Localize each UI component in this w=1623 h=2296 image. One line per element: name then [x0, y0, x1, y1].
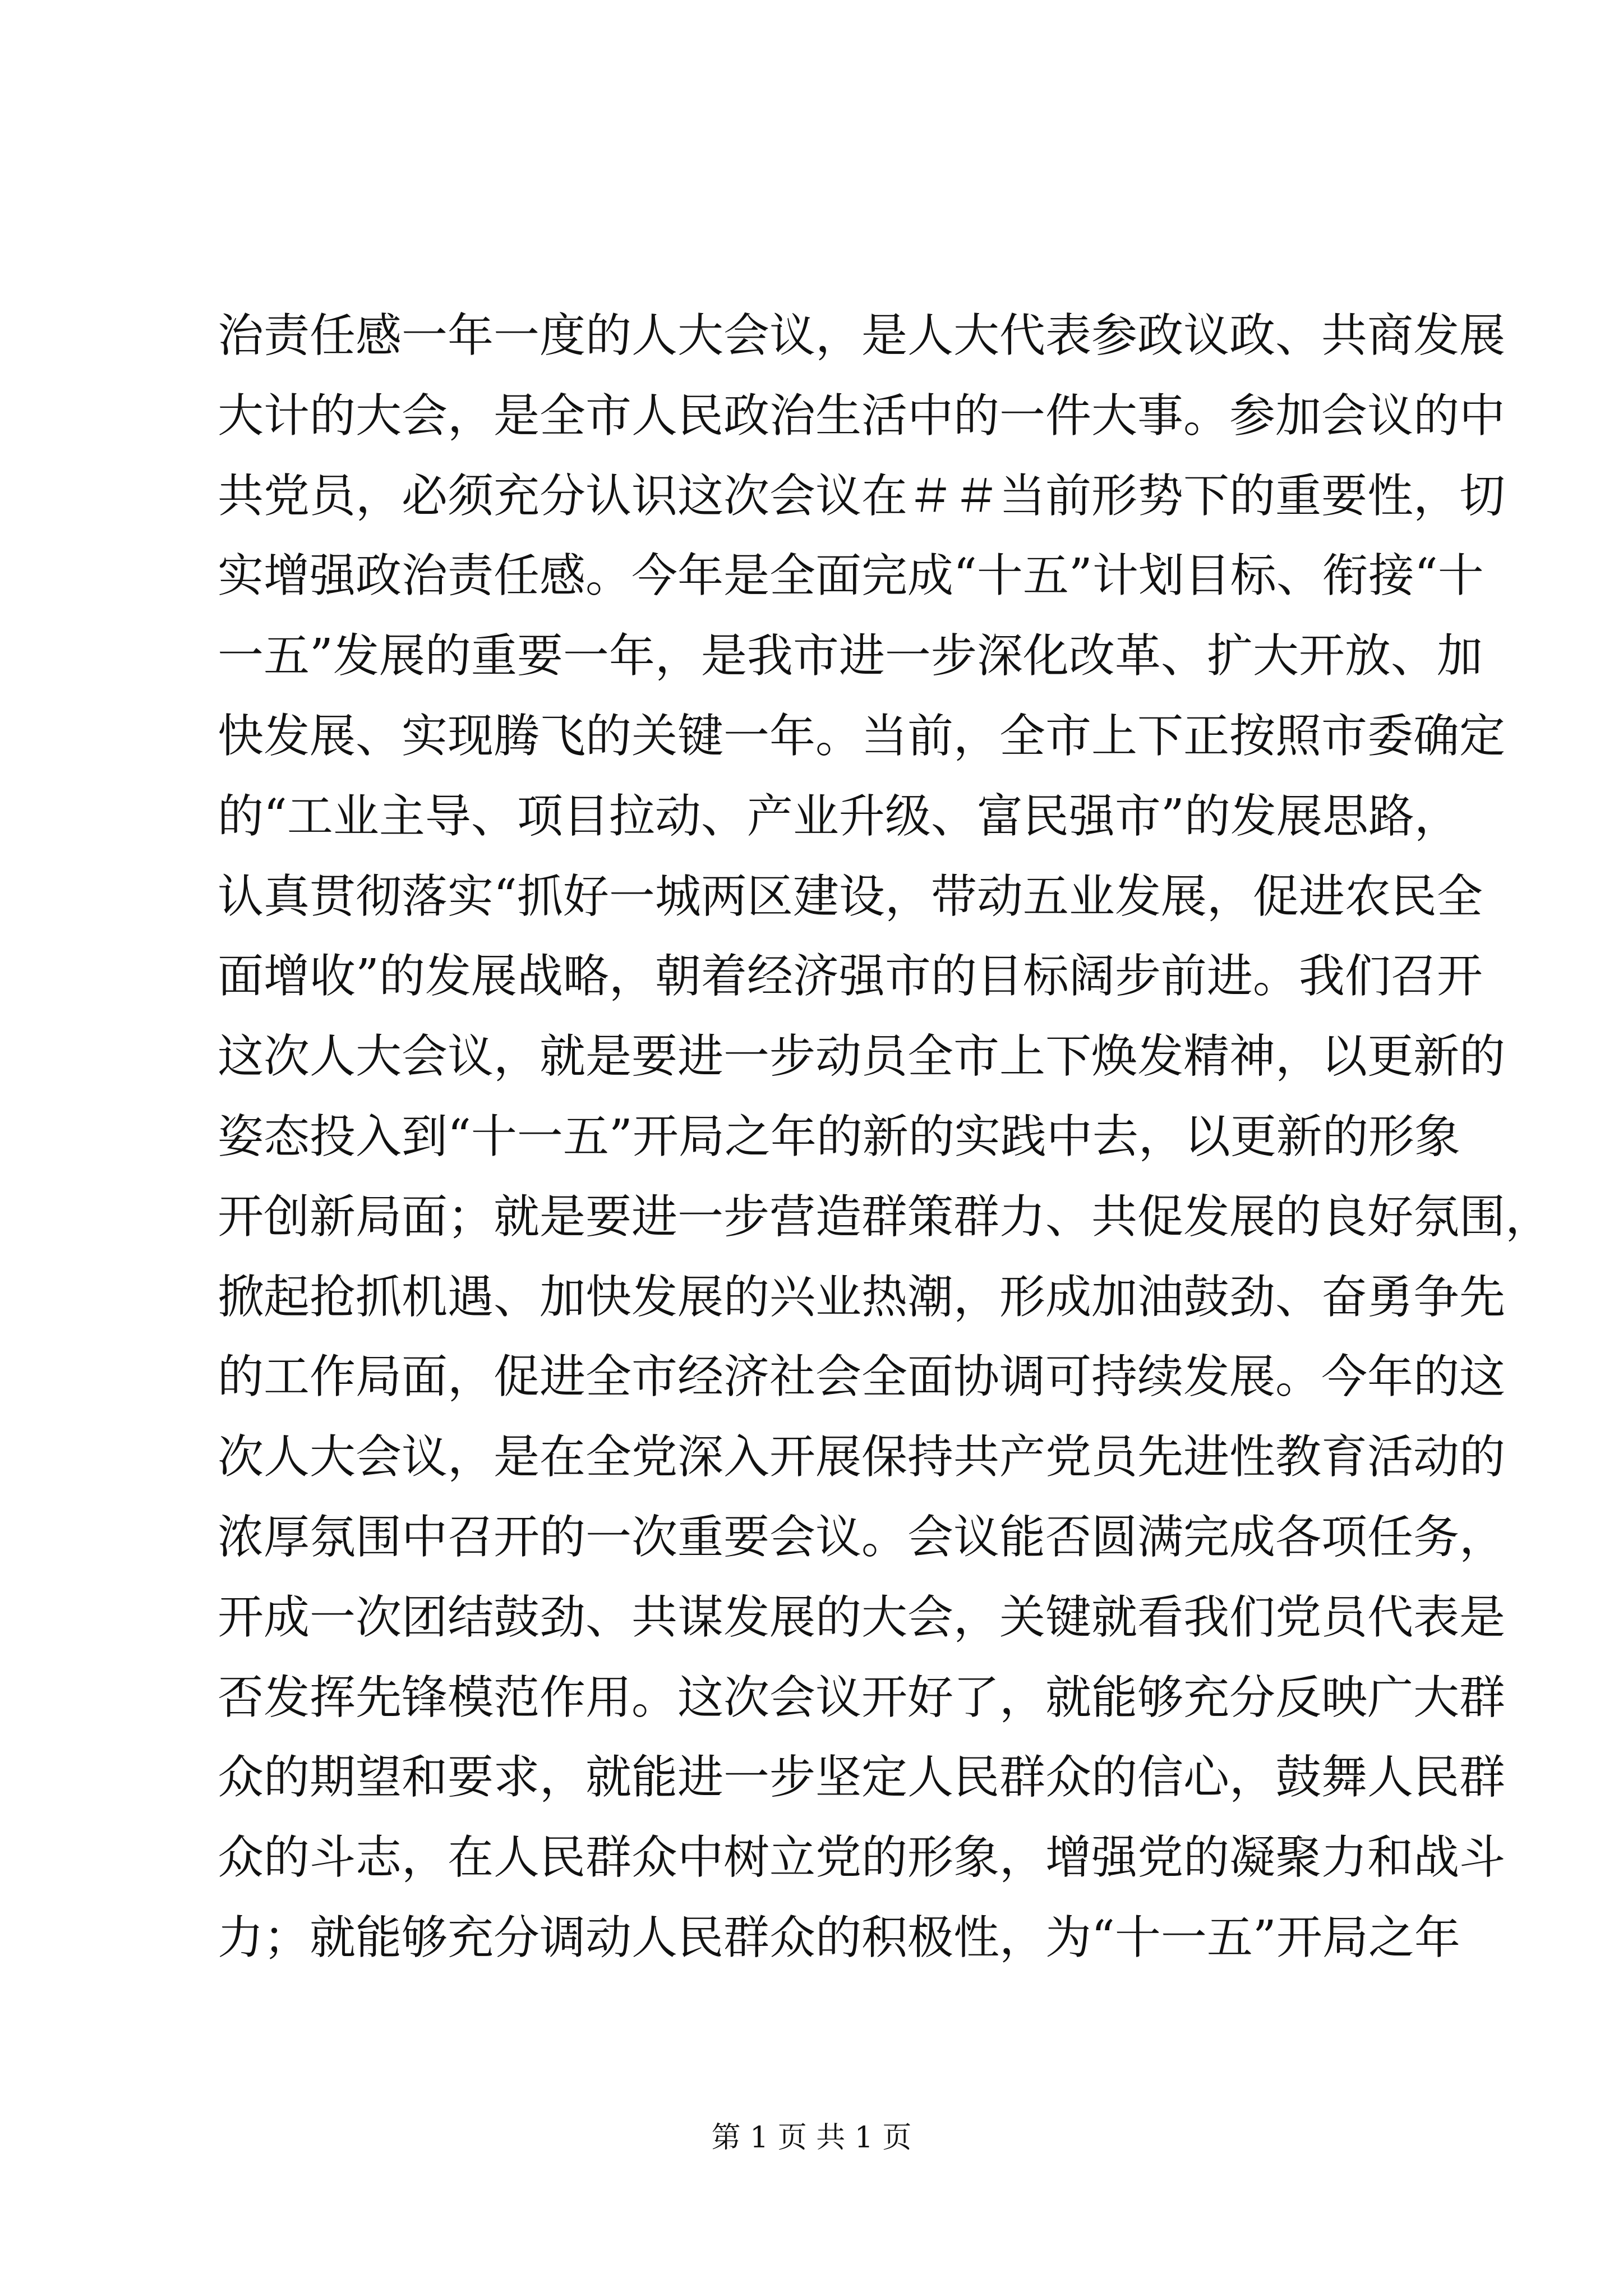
text-line: 快发展、实现腾飞的关键一年。当前，全市上下正按照市委确定 — [218, 709, 1506, 763]
text-line: 的工作局面，促进全市经济社会全面协调可持续发展。今年的这 — [218, 1350, 1506, 1404]
text-line: 面增收”的发展战略，朝着经济强市的目标阔步前进。我们召开 — [218, 950, 1483, 1004]
text-line: 的“工业主导、项目拉动、产业升级、富民强市”的发展思路， — [218, 789, 1460, 843]
text-line: 浓厚氛围中召开的一次重要会议。会议能否圆满完成各项任务， — [218, 1510, 1506, 1564]
text-line: 掀起抢抓机遇、加快发展的兴业热潮，形成加油鼓劲、奋勇争先 — [218, 1270, 1506, 1324]
text-line: 认真贯彻落实“抓好一城两区建设，带动五业发展，促进农民全 — [218, 869, 1483, 923]
text-line: 力；就能够充分调动人民群众的积极性，为“十一五”开局之年 — [218, 1911, 1460, 1964]
text-line: 共党员，必须充分认识这次会议在＃＃当前形势下的重要性，切 — [218, 469, 1506, 523]
text-line: 开成一次团结鼓劲、共谋发展的大会，关键就看我们党员代表是 — [218, 1590, 1506, 1644]
text-line: 众的斗志，在人民群众中树立党的形象，增强党的凝聚力和战斗 — [218, 1831, 1506, 1885]
text-line: 一五”发展的重要一年，是我市进一步深化改革、扩大开放、加 — [218, 629, 1483, 683]
body-text — [218, 296, 1552, 1978]
page-footer — [0, 2118, 1623, 2157]
text-line: 次人大会议，是在全党深入开展保持共产党员先进性教育活动的 — [218, 1430, 1506, 1484]
page-number-label: 第 1 页 共 1 页 — [711, 2121, 912, 2155]
text-line: 开创新局面；就是要进一步营造群策群力、共促发展的良好氛围， — [218, 1190, 1552, 1244]
text-line: 大计的大会，是全市人民政治生活中的一件大事。参加会议的中 — [218, 389, 1506, 443]
text-line: 众的期望和要求，就能进一步坚定人民群众的信心，鼓舞人民群 — [218, 1751, 1506, 1805]
text-line: 实增强政治责任感。今年是全面完成“十五”计划目标、衔接“十 — [218, 549, 1484, 603]
text-line: 这次人大会议，就是要进一步动员全市上下焕发精神，以更新的 — [218, 1030, 1506, 1084]
text-line: 治责任感一年一度的人大会议，是人大代表参政议政、共商发展 — [218, 309, 1506, 362]
text-line: 否发挥先锋模范作用。这次会议开好了，就能够充分反映广大群 — [218, 1671, 1506, 1724]
text-line: 姿态投入到“十一五”开局之年的新的实践中去，以更新的形象 — [218, 1110, 1460, 1163]
